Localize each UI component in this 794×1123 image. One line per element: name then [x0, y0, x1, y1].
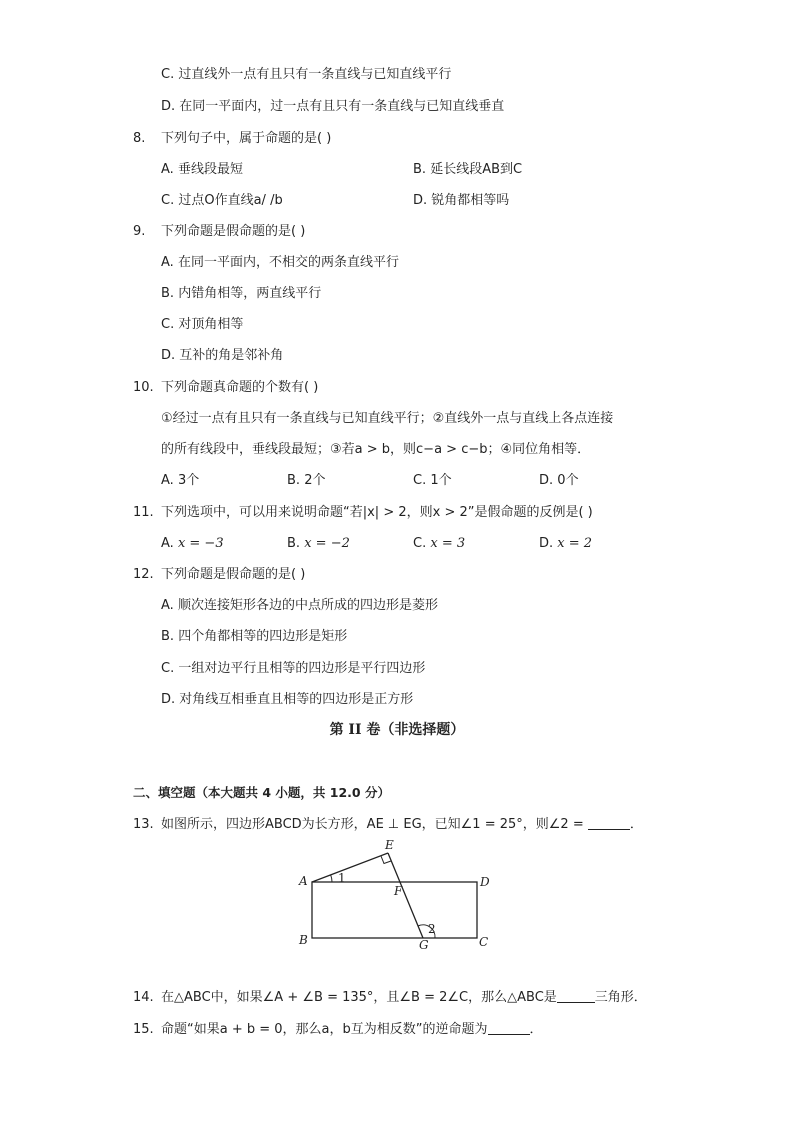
q13-stem-end: ．	[629, 817, 643, 832]
q11-option-a	[161, 535, 224, 553]
q8-option-a	[161, 161, 243, 179]
answer-blank[interactable]	[557, 990, 595, 1003]
q10-option-c	[413, 472, 452, 490]
q10-option-a	[161, 472, 199, 490]
option-text: 对角线互相垂直且相等的四边形是正方形	[179, 692, 414, 707]
option-letter: C.	[413, 473, 427, 488]
label-d: D	[480, 875, 490, 889]
label-c: C	[479, 935, 489, 949]
q8-option-d	[413, 192, 509, 210]
angle1-arc	[331, 875, 332, 882]
q10-option-d	[539, 472, 579, 490]
option-text: 过直线外一点有且只有一条直线与已知直线平行	[178, 67, 452, 82]
q8-number: 8.	[133, 131, 146, 146]
q12-option-a	[161, 597, 438, 615]
option-letter: D.	[161, 348, 176, 363]
part2-title: 第 II 卷（非选择题）	[329, 722, 465, 738]
q13-number: 13.	[133, 817, 154, 832]
q10-body-line2: 的所有线段中，垂线段最短；③若a > b，则c−a > c−b；④同位角相等．	[161, 442, 591, 457]
q9-option-b	[161, 285, 321, 303]
label-e: E	[385, 838, 394, 852]
q12-option-d	[161, 691, 413, 709]
option-letter: B.	[287, 536, 301, 551]
q9-stem: 下列命题是假命题的是( )	[161, 224, 306, 239]
option-letter: A.	[161, 255, 174, 270]
option-letter: A.	[161, 162, 174, 177]
option-text: x = 3	[430, 536, 466, 551]
option-letter: C.	[161, 317, 175, 332]
option-letter: C.	[161, 193, 175, 208]
q15-stem	[161, 1021, 543, 1039]
q15-number: 15.	[133, 1022, 154, 1037]
option-letter: B.	[413, 162, 427, 177]
option-text: 垂线段最短	[177, 162, 243, 177]
option-text: 一组对边平行且相等的四边形是平行四边形	[178, 661, 426, 676]
label-angle2: 2	[428, 922, 436, 936]
label-g: G	[419, 938, 429, 952]
option-text: x = −3	[177, 536, 224, 551]
option-letter: D.	[161, 99, 176, 114]
q14-stem-end: 三角形．	[594, 990, 647, 1005]
option-letter: A.	[161, 473, 174, 488]
option-letter: C.	[413, 536, 427, 551]
q8-stem: 下列句子中，属于命题的是( )	[161, 131, 332, 146]
q10-stem: 下列命题真命题的个数有( )	[161, 380, 319, 395]
q12-number: 12.	[133, 567, 154, 582]
q11-option-c	[413, 535, 465, 553]
option-text: 互补的角是邻补角	[179, 348, 284, 363]
option-letter: B.	[161, 286, 175, 301]
option-text: 在同一平面内，过一点有且只有一条直线与已知直线垂直	[179, 99, 505, 114]
label-a: A	[299, 874, 308, 888]
option-text: 在同一平面内，不相交的两条直线平行	[177, 255, 399, 270]
q11-option-d	[539, 535, 592, 553]
option-text: 四个角都相等的四边形是矩形	[178, 629, 348, 644]
option-letter: B.	[161, 629, 175, 644]
q13-stem	[161, 816, 643, 834]
option-text: 1个	[430, 473, 452, 488]
q9-option-d	[161, 347, 283, 365]
q14-number: 14.	[133, 990, 154, 1005]
option-text: 顺次连接矩形各边的中点所成的四边形是菱形	[177, 598, 438, 613]
q12-option-b	[161, 628, 347, 646]
option-text: 锐角都相等吗	[431, 193, 510, 208]
q14-stem	[161, 989, 647, 1007]
option-text: 0个	[557, 473, 579, 488]
q11-option-b	[287, 535, 350, 553]
option-text: 过点O作直线a/ /b	[178, 193, 283, 208]
q15-stem-end: ．	[529, 1022, 543, 1037]
answer-blank[interactable]	[588, 817, 630, 830]
option-text: 对顶角相等	[178, 317, 244, 332]
option-text: 延长线段AB到C	[430, 162, 523, 177]
segment-ae	[312, 853, 388, 882]
option-letter: C.	[161, 661, 175, 676]
q7-option-c	[161, 66, 451, 84]
q9-number: 9.	[133, 224, 146, 239]
option-letter: D.	[539, 536, 554, 551]
label-f: F	[394, 884, 403, 898]
q8-option-b	[413, 161, 522, 179]
answer-blank[interactable]	[488, 1022, 530, 1035]
q14-stem-text: 在△ABC中，如果∠A + ∠B = 135°，且∠B = 2∠C，那么△ABC是	[161, 990, 557, 1005]
q13-stem-text: 如图所示，四边形ABCD为长方形，AE ⊥ EG，已知∠1 = 25°，则∠2 =	[161, 817, 588, 832]
q10-number: 10.	[133, 380, 154, 395]
option-text: 3个	[177, 473, 200, 488]
option-letter: A.	[161, 536, 174, 551]
option-text: x = −2	[304, 536, 350, 551]
section2-header: 二、填空题（本大题共 4 小题，共 12.0 分）	[133, 785, 390, 800]
option-letter: C.	[161, 67, 175, 82]
q11-number: 11.	[133, 505, 154, 520]
q9-option-c	[161, 316, 243, 334]
q12-option-c	[161, 660, 425, 678]
q12-stem: 下列命题是假命题的是( )	[161, 567, 306, 582]
label-b: B	[299, 933, 308, 947]
q7-option-d	[161, 98, 504, 116]
label-angle1: 1	[338, 871, 346, 885]
option-text: 2个	[304, 473, 326, 488]
q11-stem: 下列选项中，可以用来说明命题“若|x| > 2，则x > 2”是假命题的反例是( )	[161, 505, 593, 520]
option-letter: D.	[413, 193, 428, 208]
option-text: x = 2	[557, 536, 593, 551]
q10-body-line1: ①经过一点有且只有一条直线与已知直线平行；②直线外一点与直线上各点连接	[161, 411, 614, 426]
option-text: 内错角相等，两直线平行	[178, 286, 322, 301]
option-letter: D.	[161, 692, 176, 707]
option-letter: D.	[539, 473, 554, 488]
q9-option-a	[161, 254, 399, 272]
option-letter: B.	[287, 473, 301, 488]
option-letter: A.	[161, 598, 174, 613]
q15-stem-text: 命题“如果a + b = 0，那么a，b互为相反数”的逆命题为	[161, 1022, 488, 1037]
q8-option-c	[161, 192, 283, 210]
q13-figure	[290, 836, 500, 956]
q10-option-b	[287, 472, 325, 490]
